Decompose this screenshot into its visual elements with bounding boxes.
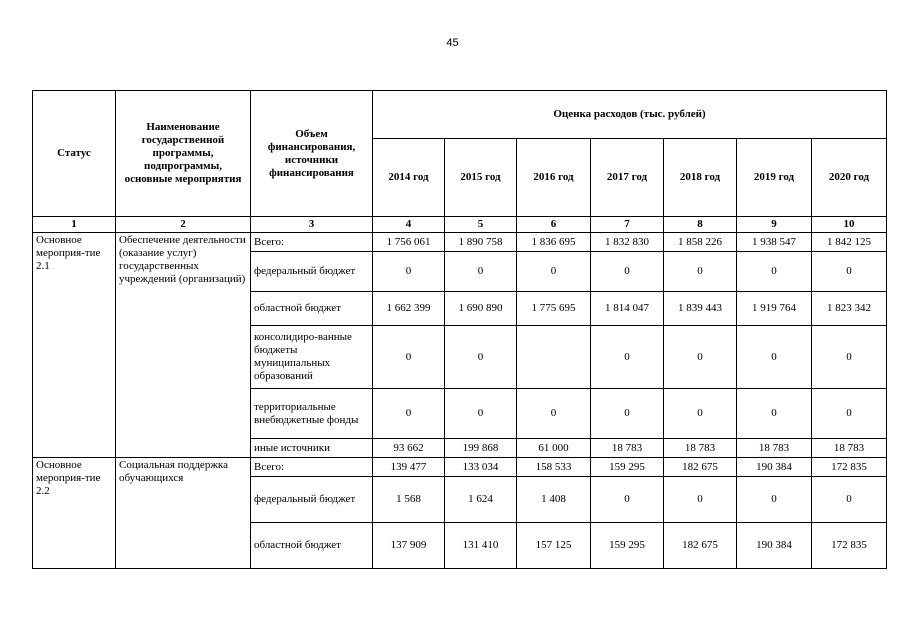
source-cell: Всего: — [251, 458, 373, 477]
header-year: 2015 год — [445, 139, 517, 217]
header-row — [33, 91, 887, 139]
column-number: 5 — [445, 217, 517, 233]
value-cell: 0 — [517, 252, 591, 292]
column-number-row — [33, 217, 887, 233]
column-number: 7 — [591, 217, 664, 233]
value-cell: 1 408 — [517, 477, 591, 523]
value-cell: 18 783 — [591, 439, 664, 458]
value-cell: 0 — [812, 477, 887, 523]
value-cell: 0 — [445, 252, 517, 292]
value-cell — [517, 326, 591, 389]
header-year: 2016 год — [517, 139, 591, 217]
value-cell: 1 624 — [445, 477, 517, 523]
value-cell: 1 938 547 — [737, 233, 812, 252]
value-cell: 1 823 342 — [812, 292, 887, 326]
value-cell: 1 890 758 — [445, 233, 517, 252]
value-cell: 199 868 — [445, 439, 517, 458]
name-cell: Обеспечение деятельности (оказание услуг) государственных учреждений (организаций) — [116, 233, 251, 458]
value-cell: 18 783 — [812, 439, 887, 458]
value-cell: 0 — [517, 389, 591, 439]
value-cell: 1 832 830 — [591, 233, 664, 252]
value-cell: 0 — [591, 252, 664, 292]
value-cell: 190 384 — [737, 523, 812, 569]
source-cell: Всего: — [251, 233, 373, 252]
header-estimate: Оценка расходов (тыс. рублей) — [373, 91, 887, 139]
column-number: 9 — [737, 217, 812, 233]
source-cell: федеральный бюджет — [251, 477, 373, 523]
column-number: 4 — [373, 217, 445, 233]
value-cell: 172 835 — [812, 458, 887, 477]
value-cell: 93 662 — [373, 439, 445, 458]
value-cell: 190 384 — [737, 458, 812, 477]
value-cell: 182 675 — [664, 458, 737, 477]
status-cell: Основное мероприя-тие 2.1 — [33, 233, 116, 458]
header-status: Статус — [33, 91, 116, 217]
value-cell: 159 295 — [591, 458, 664, 477]
table-row — [33, 233, 887, 252]
value-cell: 0 — [445, 389, 517, 439]
header-year: 2018 год — [664, 139, 737, 217]
value-cell: 0 — [664, 477, 737, 523]
value-cell: 0 — [373, 252, 445, 292]
value-cell: 137 909 — [373, 523, 445, 569]
value-cell: 0 — [737, 477, 812, 523]
source-cell: областной бюджет — [251, 292, 373, 326]
table-row — [33, 458, 887, 477]
value-cell: 0 — [591, 326, 664, 389]
value-cell: 1 839 443 — [664, 292, 737, 326]
column-number: 3 — [251, 217, 373, 233]
value-cell: 18 783 — [737, 439, 812, 458]
value-cell: 18 783 — [664, 439, 737, 458]
value-cell: 1 775 695 — [517, 292, 591, 326]
value-cell: 1 690 890 — [445, 292, 517, 326]
source-cell: иные источники — [251, 439, 373, 458]
column-number: 2 — [116, 217, 251, 233]
value-cell: 0 — [812, 326, 887, 389]
source-cell: консолидиро-ванные бюджеты муниципальных образований — [251, 326, 373, 389]
value-cell: 133 034 — [445, 458, 517, 477]
value-cell: 0 — [812, 389, 887, 439]
value-cell: 0 — [373, 389, 445, 439]
value-cell: 1 842 125 — [812, 233, 887, 252]
value-cell: 1 662 399 — [373, 292, 445, 326]
value-cell: 0 — [664, 389, 737, 439]
value-cell: 159 295 — [591, 523, 664, 569]
value-cell: 157 125 — [517, 523, 591, 569]
value-cell: 0 — [445, 326, 517, 389]
value-cell: 1 568 — [373, 477, 445, 523]
value-cell: 0 — [812, 252, 887, 292]
status-cell: Основное мероприя-тие 2.2 — [33, 458, 116, 569]
source-cell: территориальные внебюджетные фонды — [251, 389, 373, 439]
value-cell: 1 919 764 — [737, 292, 812, 326]
value-cell: 1 836 695 — [517, 233, 591, 252]
budget-table — [32, 90, 887, 569]
value-cell: 131 410 — [445, 523, 517, 569]
header-name: Наименование государственной программы, подпрограммы, основные мероприятия — [116, 91, 251, 217]
column-number: 6 — [517, 217, 591, 233]
value-cell: 158 533 — [517, 458, 591, 477]
column-number: 10 — [812, 217, 887, 233]
value-cell: 1 814 047 — [591, 292, 664, 326]
column-number: 8 — [664, 217, 737, 233]
column-number: 1 — [33, 217, 116, 233]
source-cell: областной бюджет — [251, 523, 373, 569]
value-cell: 0 — [737, 326, 812, 389]
header-year: 2019 год — [737, 139, 812, 217]
value-cell: 61 000 — [517, 439, 591, 458]
value-cell: 0 — [664, 252, 737, 292]
value-cell: 0 — [737, 252, 812, 292]
value-cell: 0 — [591, 389, 664, 439]
value-cell: 182 675 — [664, 523, 737, 569]
value-cell: 0 — [373, 326, 445, 389]
header-year: 2017 год — [591, 139, 664, 217]
value-cell: 139 477 — [373, 458, 445, 477]
value-cell: 172 835 — [812, 523, 887, 569]
header-year: 2020 год — [812, 139, 887, 217]
source-cell: федеральный бюджет — [251, 252, 373, 292]
value-cell: 1 756 061 — [373, 233, 445, 252]
header-volume: Объем финансирования, источники финансирования — [251, 91, 373, 217]
header-year: 2014 год — [373, 139, 445, 217]
value-cell: 0 — [737, 389, 812, 439]
value-cell: 0 — [664, 326, 737, 389]
page-number: 45 — [446, 37, 459, 49]
value-cell: 0 — [591, 477, 664, 523]
name-cell: Социальная поддержка обучающихся — [116, 458, 251, 569]
value-cell: 1 858 226 — [664, 233, 737, 252]
